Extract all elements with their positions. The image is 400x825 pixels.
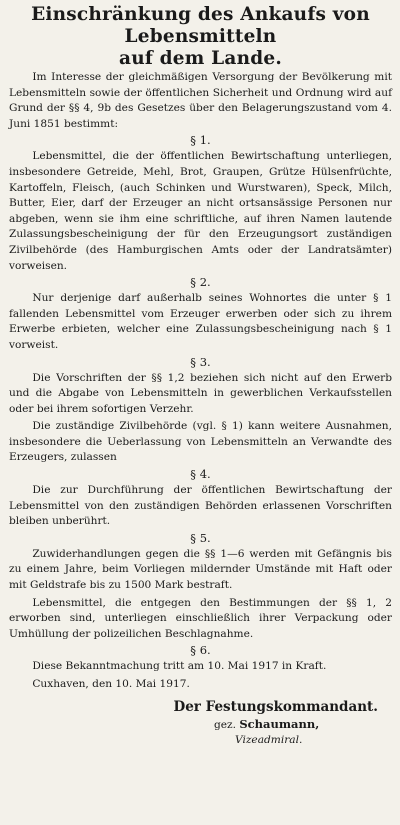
section-paragraph: Lebensmittel, die entgegen den Bestimmungen der §§ 1, 2 erworben sind, unterliegen einschließlich ihrer Verpackung oder Umhüllung der polizeilichen Beschlagnahme. (9, 596, 392, 640)
section-6 (9, 642, 392, 675)
section-2 (9, 274, 392, 353)
section-paragraph: Nur derjenige darf außerhalb seines Wohnortes die unter § 1 fallenden Lebensmittel vom Erzeuger erwerben oder sich zu ihrem Erwerbe erbieten, welcher eine Zulassungsbescheinigung nach § 1 vorweist. (9, 292, 392, 351)
section-heading: § 6. (190, 643, 211, 658)
signature-name: Schaumann, (239, 716, 320, 731)
notice-body (9, 70, 392, 693)
section-3 (9, 354, 392, 467)
section-paragraph: Die zuständige Zivilbehörde (vgl. § 1) kann weitere Ausnahmen, insbesondere die Ueberlassung von Lebensmitteln an Verwandte des Erzeugers, zulassen (9, 420, 392, 464)
section-paragraph: Lebensmittel, die der öffentlichen Bewirtschaftung unterliegen, insbesondere Getreide, Mehl, Brot, Graupen, Grütze Hülsenfrüchte, Kartoffeln, Fleisch, (auch Schinken und Wurstwaren), Speck, Milch, Butter, Eier, darf der Erzeuger an nicht ortsansässige Personen nur abgeben, wenn sie ihm eine schriftliche, auf ihren Namen lautende Zulassungsbescheinigung der für den Erzeugungsort zuständigen Zivilbehörde (des Hamburgischen Amts oder der Landratsämter) vorweisen. (9, 150, 392, 272)
section-4 (9, 466, 392, 530)
section-heading: § 2. (190, 275, 211, 290)
signature-line (214, 717, 392, 733)
section-heading: § 4. (190, 467, 211, 482)
signature-rank: Vizeadmiral. (235, 733, 303, 746)
title-line-1: Einschränkung des Ankaufs von Lebensmitteln (31, 4, 370, 47)
section-heading: § 5. (190, 530, 211, 545)
section-paragraph: Die zur Durchführung der öffentlichen Bewirtschaftung der Lebensmittel von den zuständigen Behörden erlassenen Vorschriften bleiben unberührt. (9, 484, 392, 528)
section-paragraph: Die Vorschriften der §§ 1,2 beziehen sich nicht auf den Erwerb und die Abgabe von Lebensmitteln in gewerblichen Verkaufsstellen oder bei ihrem sofortigen Verzehr. (9, 371, 392, 415)
place-and-date: Cuxhaven, den 10. Mai 1917. (32, 678, 190, 690)
section-heading: § 3. (190, 354, 211, 369)
signer-title: Der Festungskommandant. (173, 698, 378, 715)
signature-prefix: gez. (214, 718, 236, 731)
notice-closing (9, 677, 392, 693)
section-paragraph: Zuwiderhandlungen gegen die §§ 1—6 werden mit Gefängnis bis zu einem Jahre, beim Vorliegen mildernder Umstände mit Haft oder mit Geldstrafe bis zu 1500 Mark bestraft. (9, 547, 392, 592)
section-1 (9, 132, 392, 274)
intro-paragraph: Im Interesse der gleichmäßigen Versorgung der Bevölkerung mit Lebensmitteln sowie der öffentlichen Sicherheit und Ordnung wird auf Grund der §§ 4, 9b des Gesetzes über den Belagerungszustand vom 4. Juni 1851 bestimmt: (9, 71, 392, 130)
title-line-2: auf dem Lande. (119, 48, 282, 69)
section-paragraph: Diese Bekanntmachung tritt am 10. Mai 1917 in Kraft. (32, 660, 327, 673)
section-5 (9, 530, 392, 643)
notice-title (9, 4, 392, 70)
section-heading: § 1. (190, 133, 211, 148)
